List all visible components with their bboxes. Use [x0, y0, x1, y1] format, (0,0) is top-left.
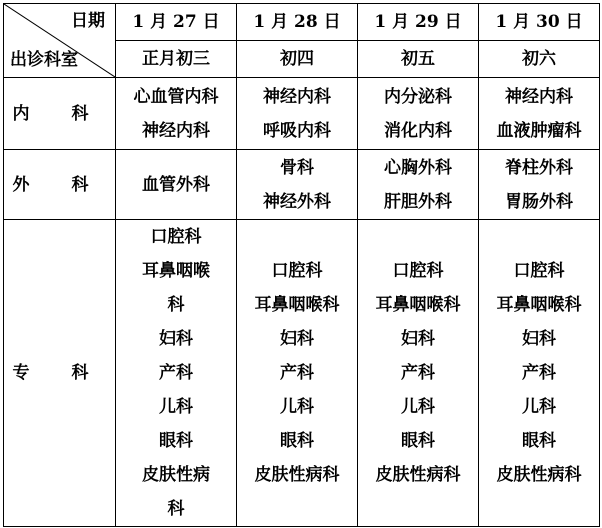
department-entry: 眼科: [159, 431, 193, 451]
department-entry: 妇科: [522, 329, 556, 349]
department-entry: 脊柱外科: [505, 157, 573, 178]
department-entry: 产科: [280, 363, 314, 383]
date-cell-2: 1 月 29 日: [358, 4, 479, 41]
schedule-cell: [116, 220, 237, 527]
schedule-cell: [237, 220, 358, 527]
lunar-cell-3: 初六: [479, 41, 600, 78]
corner-dept-label: 出诊科室: [10, 50, 78, 70]
date-header-row: [4, 4, 600, 41]
dept-label-specialty: 专 科: [4, 220, 116, 527]
department-entry: 肝胆外科: [384, 191, 452, 212]
schedule-cell: [237, 150, 358, 220]
department-entry: 呼吸内科: [263, 120, 331, 141]
department-entry: 产科: [159, 363, 193, 383]
corner-header-cell: [4, 4, 116, 78]
department-entry: 心血管内科: [133, 86, 219, 107]
specialty-row: [4, 220, 600, 527]
surgery-row: [4, 150, 600, 220]
department-entry: 口腔科: [150, 227, 202, 247]
department-entry: 耳鼻咽喉: [142, 261, 210, 281]
date-cell-0: 1 月 27 日: [116, 4, 237, 41]
department-entry: 心胸外科: [384, 157, 452, 178]
department-entry: 消化内科: [384, 120, 452, 141]
schedule-cell: [479, 78, 600, 150]
department-entry: 血管外科: [142, 174, 210, 195]
internal-medicine-row: [4, 78, 600, 150]
department-entry: 儿科: [522, 397, 556, 417]
schedule-cell: [479, 150, 600, 220]
department-entry: 胃肠外科: [505, 191, 573, 212]
department-entry: 儿科: [401, 397, 435, 417]
department-entry: 产科: [401, 363, 435, 383]
department-entry: 神经内科: [263, 86, 331, 107]
department-entry: 皮肤性病科: [496, 465, 582, 485]
department-entry: 耳鼻咽喉科: [254, 295, 340, 315]
schedule-cell: [358, 150, 479, 220]
department-entry: 眼科: [280, 431, 314, 451]
department-entry: 骨科: [280, 157, 314, 178]
department-entry: 产科: [522, 363, 556, 383]
department-entry: 科: [167, 499, 185, 519]
schedule-cell: [116, 78, 237, 150]
department-entry: 耳鼻咽喉科: [496, 295, 582, 315]
department-entry: 妇科: [280, 329, 314, 349]
schedule-cell: [237, 78, 358, 150]
department-entry: 皮肤性病: [142, 465, 210, 485]
department-entry: 眼科: [401, 431, 435, 451]
lunar-cell-1: 初四: [237, 41, 358, 78]
department-entry: 口腔科: [392, 261, 444, 281]
dept-label-surgery: 外 科: [4, 150, 116, 220]
department-entry: 儿科: [159, 397, 193, 417]
department-entry: 血液肿瘤科: [496, 120, 582, 141]
department-entry: 神经内科: [505, 86, 573, 107]
department-entry: 皮肤性病科: [375, 465, 461, 485]
department-entry: 口腔科: [513, 261, 565, 281]
schedule-cell: [358, 220, 479, 527]
corner-date-label: 日期: [71, 11, 105, 31]
department-entry: 神经外科: [263, 191, 331, 212]
dept-label-internal: 内 科: [4, 78, 116, 150]
schedule-cell: [479, 220, 600, 527]
schedule-cell: [116, 150, 237, 220]
date-cell-3: 1 月 30 日: [479, 4, 600, 41]
department-entry: 妇科: [401, 329, 435, 349]
lunar-cell-2: 初五: [358, 41, 479, 78]
schedule-cell: [358, 78, 479, 150]
department-entry: 内分泌科: [384, 86, 452, 107]
department-entry: 儿科: [280, 397, 314, 417]
department-entry: 眼科: [522, 431, 556, 451]
lunar-cell-0: 正月初三: [116, 41, 237, 78]
department-entry: 神经内科: [142, 120, 210, 141]
department-entry: 妇科: [159, 329, 193, 349]
department-entry: 口腔科: [271, 261, 323, 281]
clinic-schedule-table: [3, 3, 600, 527]
department-entry: 科: [167, 295, 185, 315]
department-entry: 皮肤性病科: [254, 465, 340, 485]
date-cell-1: 1 月 28 日: [237, 4, 358, 41]
department-entry: 耳鼻咽喉科: [375, 295, 461, 315]
